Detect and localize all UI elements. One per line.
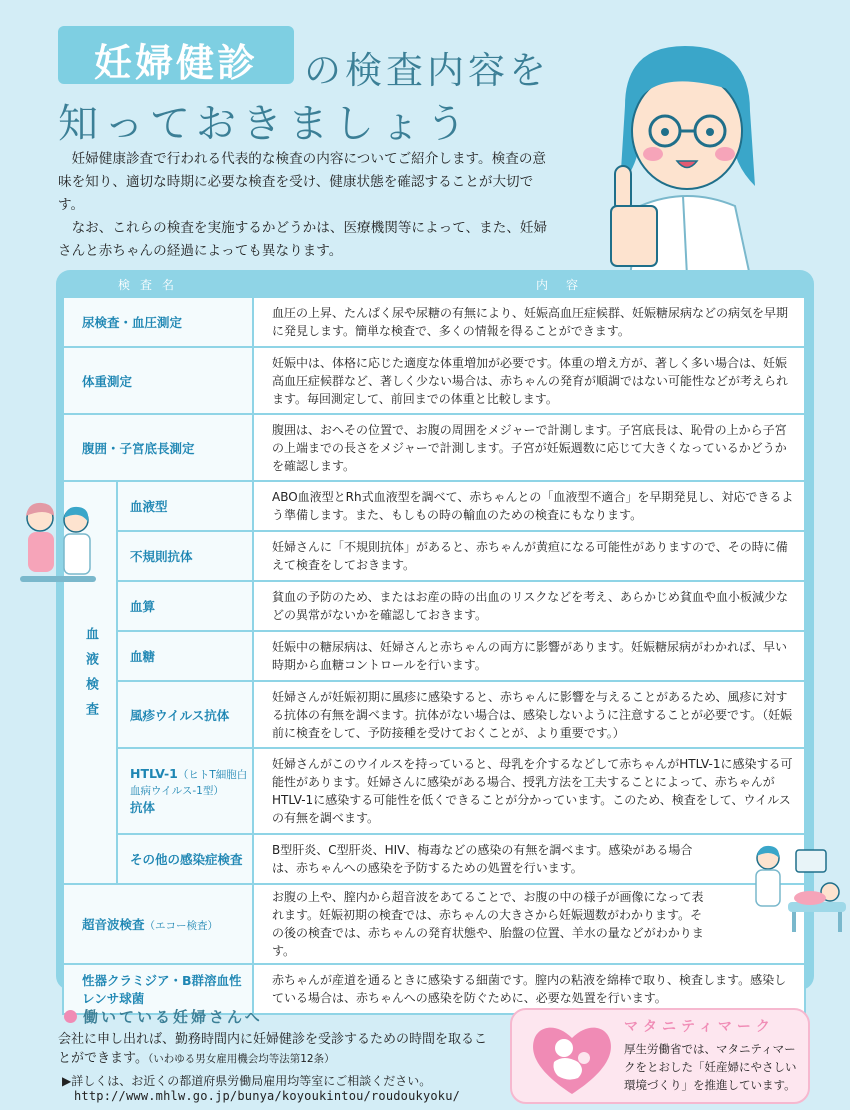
row-name: 体重測定 [63,347,253,414]
title-badge-text: 妊婦健診 [93,41,258,85]
intro-paragraph-2: なお、これらの検査を実施するかどうかは、医療機関等によって、また、妊婦さんと赤ちゃんの経過によっても異なります。 [58,220,548,259]
exam-table-frame [56,270,814,1006]
working-mothers-title [64,1006,263,1027]
table-row [63,414,805,481]
doctor-illustration-icon [585,36,785,276]
blood-group-label-text: 血液検査 [83,627,98,727]
pink-dot-icon [64,1010,77,1023]
mhlw-link[interactable]: http://www.mhlw.go.jp/bunya/koyoukintou/roudoukyoku/ [74,1089,461,1103]
consultation-illustration-icon [14,498,102,588]
table-row [63,347,805,414]
row-desc: 腹囲は、おへその位置で、お腹の周囲をメジャーで計測します。子宮底長は、恥骨の上から子宮の上端までの長さをメジャーで計測します。子宮が妊娠週数に応じて大きくなっているかどうかを確認します。 [253,414,805,481]
row-desc: お腹の上や、膣内から超音波をあてることで、お腹の中の様子が画像になって表れます。妊娠初期の検査では、赤ちゃんの大きさから妊娠週数がわかります。その後の検査では、赤ちゃんの発育状態や、胎盤の位置、羊水の量などがわかります。 [253,884,805,964]
title-line2: 知っておきましょう [58,101,472,147]
table-row [63,631,805,681]
row-name: 血算 [117,581,253,631]
table-row [63,481,805,531]
htlv-name-note: （ヒトT細胞白血病ウイルス-1型） [130,769,248,797]
ultrasound-illustration-icon [738,840,850,936]
row-name-ultrasound [63,884,253,964]
row-desc: 貧血の予防のため、またはお産の時の出血のリスクなどを考え、あらかじめ貧血や血小板減少などの異常がないかを確認しておきます。 [253,581,805,631]
header-exam-name: 検査名 [118,278,185,292]
row-desc: 妊娠中の糖尿病は、妊婦さんと赤ちゃんの両方に影響があります。妊娠糖尿病がわかれば、早い時期から血糖コントロールを行います。 [253,631,805,681]
exam-table [62,296,806,1015]
row-desc: 妊婦さんが妊娠初期に風疹に感染すると、赤ちゃんに影響を与えることがあるため、風疹に対する抗体の有無を調べます。抗体がない場合は、感染しないように注意することが必要です。（妊娠前に検査をして、予防接種を受けておくことが、より重要です。） [253,681,805,748]
row-desc: 妊婦さんがこのウイルスを持っていると、母乳を介するなどして赤ちゃんがHTLV-1に感染する可能性があります。妊婦さんに感染がある場合、授乳方法を工夫することによって、赤ちゃんがHTLV-1に感染する可能性を低くできることが分かっています。このため、検査をして、ウイルスの有無を調べます。 [253,748,805,834]
table-row [63,297,805,347]
ultrasound-name: 超音波検査 [82,917,145,932]
row-name: 尿検査・血圧測定 [63,297,253,347]
working-mothers-text: 会社に申し出れば、勤務時間内に妊婦健診を受診するための時間を取ることができます。 [58,1032,488,1066]
row-desc: 血圧の上昇、たんぱく尿や尿糖の有無により、妊娠高血圧症候群、妊娠糖尿病などの病気を早期に発見します。簡単な検査で、多くの情報を得ることができます。 [253,297,805,347]
row-name: 性器クラミジア・B群溶血性レンサ球菌 [63,964,253,1014]
table-row [63,884,805,964]
row-desc: B型肝炎、C型肝炎、HIV、梅毒などの感染の有無を調べます。感染がある場合は、赤ちゃんへの感染を予防するための処置を行います。 [253,834,805,884]
maternity-mark-title: マタニティマーク [624,1019,775,1035]
table-row [63,748,805,834]
row-desc: 妊娠中は、体格に応じた適度な体重増加が必要です。体重の増え方が、著しく多い場合は、妊娠高血圧症候群など、著しく少ない場合は、赤ちゃんの発育が順調ではない可能性などが考えられます。毎回測定して、前回までの体重と比較します。 [253,347,805,414]
working-mothers-body [58,1030,488,1069]
htlv-name-suffix: 抗体 [130,800,156,815]
maternity-mark-box [510,1008,810,1104]
title-rest: の検査内容を [304,49,550,92]
row-desc: 赤ちゃんが産道を通るときに感染する細菌です。膣内の粘液を綿棒で取り、検査します。感染している場合は、赤ちゃんへの感染を防ぐために、必要な処置を行います。 [253,964,805,1014]
ultrasound-name-note: （エコー検査） [144,920,219,932]
maternity-mark-text: 厚生労働省では、マタニティマークをとおした「妊産婦にやさしい環境づくり」を推進しています。 [624,1042,797,1092]
consult-note: ▶詳しくは、お近くの都道府県労働局雇用均等室にご相談ください。 [62,1074,432,1088]
row-name: 不規則抗体 [117,531,253,581]
intro-text [58,148,558,263]
row-name: 腹囲・子宮底長測定 [63,414,253,481]
intro-paragraph-1: 妊婦健康診査で行われる代表的な検査の内容についてご紹介します。検査の意味を知り、適切な時期に必要な検査を受け、健康状態を確認することが大切です。 [58,151,547,213]
row-desc: ABO血液型とRh式血液型を調べて、赤ちゃんとの「血液型不適合」を早期発見し、対応できるよう準備します。また、もしもの時の輸血のための検査にもなります。 [253,481,805,531]
working-mothers-title-text: 働いている妊婦さんへ [83,1008,263,1026]
table-row [63,531,805,581]
row-name-htlv [117,748,253,834]
row-name: 血糖 [117,631,253,681]
htlv-name: HTLV-1 [130,766,178,781]
row-name: その他の感染症検査 [117,834,253,884]
table-header [56,270,814,296]
row-name: 風疹ウイルス抗体 [117,681,253,748]
table-row [63,581,805,631]
table-row [63,681,805,748]
row-desc: 妊婦さんに「不規則抗体」があると、赤ちゃんが黄疸になる可能性がありますので、その時に備えて検査をしておきます。 [253,531,805,581]
title-badge [58,26,294,84]
header-content: 内容 [536,278,597,292]
table-row [63,834,805,884]
maternity-mark-heart-icon [528,1018,616,1098]
row-name: 血液型 [117,481,253,531]
law-note: （いわゆる男女雇用機会均等法第12条） [147,1053,335,1065]
